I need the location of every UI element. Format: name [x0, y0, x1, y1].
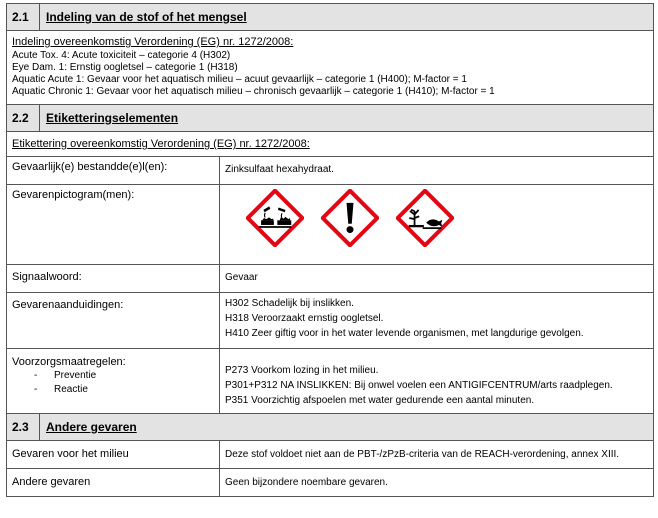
- section-title: Andere gevaren: [46, 420, 137, 434]
- signal-value: Gevaar: [225, 272, 258, 283]
- section-title: Indeling van de stof of het mengsel: [46, 10, 247, 24]
- section-title: Etiketteringselementen: [46, 111, 179, 125]
- hazard-statement: H410 Zeer giftig voor in het water levende organismen, met langdurige gevolgen.: [225, 328, 584, 339]
- exclamation-pictogram-icon: [321, 189, 379, 247]
- section-number: 2.1: [7, 4, 40, 30]
- hazard-statements: [220, 293, 653, 348]
- precaution-row: [7, 349, 653, 414]
- classification-block: [7, 31, 653, 105]
- precaution-statement: P273 Voorkom lozing in het milieu.: [225, 365, 379, 376]
- hazard-statement: H318 Veroorzaakt ernstig oogletsel.: [225, 313, 384, 324]
- components-value: Zinksulfaat hexahydraat.: [225, 164, 334, 175]
- signal-row: [7, 265, 653, 293]
- classification-line: Acute Tox. 4: Acute toxiciteit – categorie 4 (H302): [12, 50, 231, 61]
- hazard-label: Gevarenaanduidingen:: [7, 293, 220, 348]
- section-2-2-header: [7, 105, 653, 132]
- sds-section-2: [6, 3, 654, 497]
- other-hazards-label: Andere gevaren: [7, 469, 220, 496]
- classification-heading: Indeling overeenkomstig Verordening (EG) nr. 1272/2008:: [12, 36, 294, 48]
- section-2-1-header: [7, 4, 653, 31]
- components-row: [7, 157, 653, 185]
- precaution-sub-label: Reactie: [54, 384, 88, 395]
- precaution-label: Voorzorgsmaatregelen:: [12, 356, 126, 368]
- classification-line: Aquatic Chronic 1: Gevaar voor het aquatisch milieu – chronisch gevaarlijk – categorie 1 (H410); M-factor = 1: [12, 86, 495, 97]
- environment-value: Deze stof voldoet niet aan de PBT-/zPzB-criteria van de REACH-verordening, annex XIII.: [225, 449, 620, 460]
- pictograms-cell: [220, 185, 653, 264]
- classification-line: Eye Dam. 1: Ernstig oogletsel – categorie 1 (H318): [12, 62, 238, 73]
- precaution-sub-item: [12, 383, 214, 397]
- environment-label: Gevaren voor het milieu: [7, 441, 220, 468]
- section-2-3-header: [7, 414, 653, 441]
- pictograms-label: Gevarenpictogram(men):: [7, 185, 220, 264]
- components-label: Gevaarlijk(e) bestandde(e)l(en):: [7, 157, 220, 184]
- hazard-row: [7, 293, 653, 349]
- signal-label: Signaalwoord:: [7, 265, 220, 292]
- precaution-sub-label: Preventie: [54, 370, 97, 381]
- section-number: 2.3: [7, 414, 40, 440]
- other-hazards-row: [7, 469, 653, 496]
- precaution-statement: P351 Voorzichtig afspoelen met water gedurende een aantal minuten.: [225, 395, 535, 406]
- dash: -: [34, 384, 38, 395]
- environment-row: [7, 441, 653, 469]
- pictograms-row: [7, 185, 653, 265]
- corrosion-pictogram-icon: [246, 189, 304, 247]
- dash: -: [34, 370, 38, 381]
- hazard-statement: H302 Schadelijk bij inslikken.: [225, 298, 354, 309]
- other-hazards-value: Geen bijzondere noembare gevaren.: [225, 477, 388, 488]
- precaution-statement: P301+P312 NA INSLIKKEN: Bij onwel voelen een ANTIGIFCENTRUM/arts raadplegen.: [225, 380, 613, 391]
- classification-line: Aquatic Acute 1: Gevaar voor het aquatisch milieu – acuut gevaarlijk – categorie 1 (H400); M-factor = 1: [12, 74, 467, 85]
- environment-pictogram-icon: [396, 189, 454, 247]
- precaution-cell: [7, 349, 220, 413]
- labelling-heading: Etikettering overeenkomstig Verordening (EG) nr. 1272/2008:: [12, 138, 310, 150]
- labelling-heading-block: [7, 132, 653, 157]
- section-number: 2.2: [7, 105, 40, 131]
- precaution-statements: [220, 349, 653, 413]
- precaution-sub-item: [12, 369, 214, 383]
